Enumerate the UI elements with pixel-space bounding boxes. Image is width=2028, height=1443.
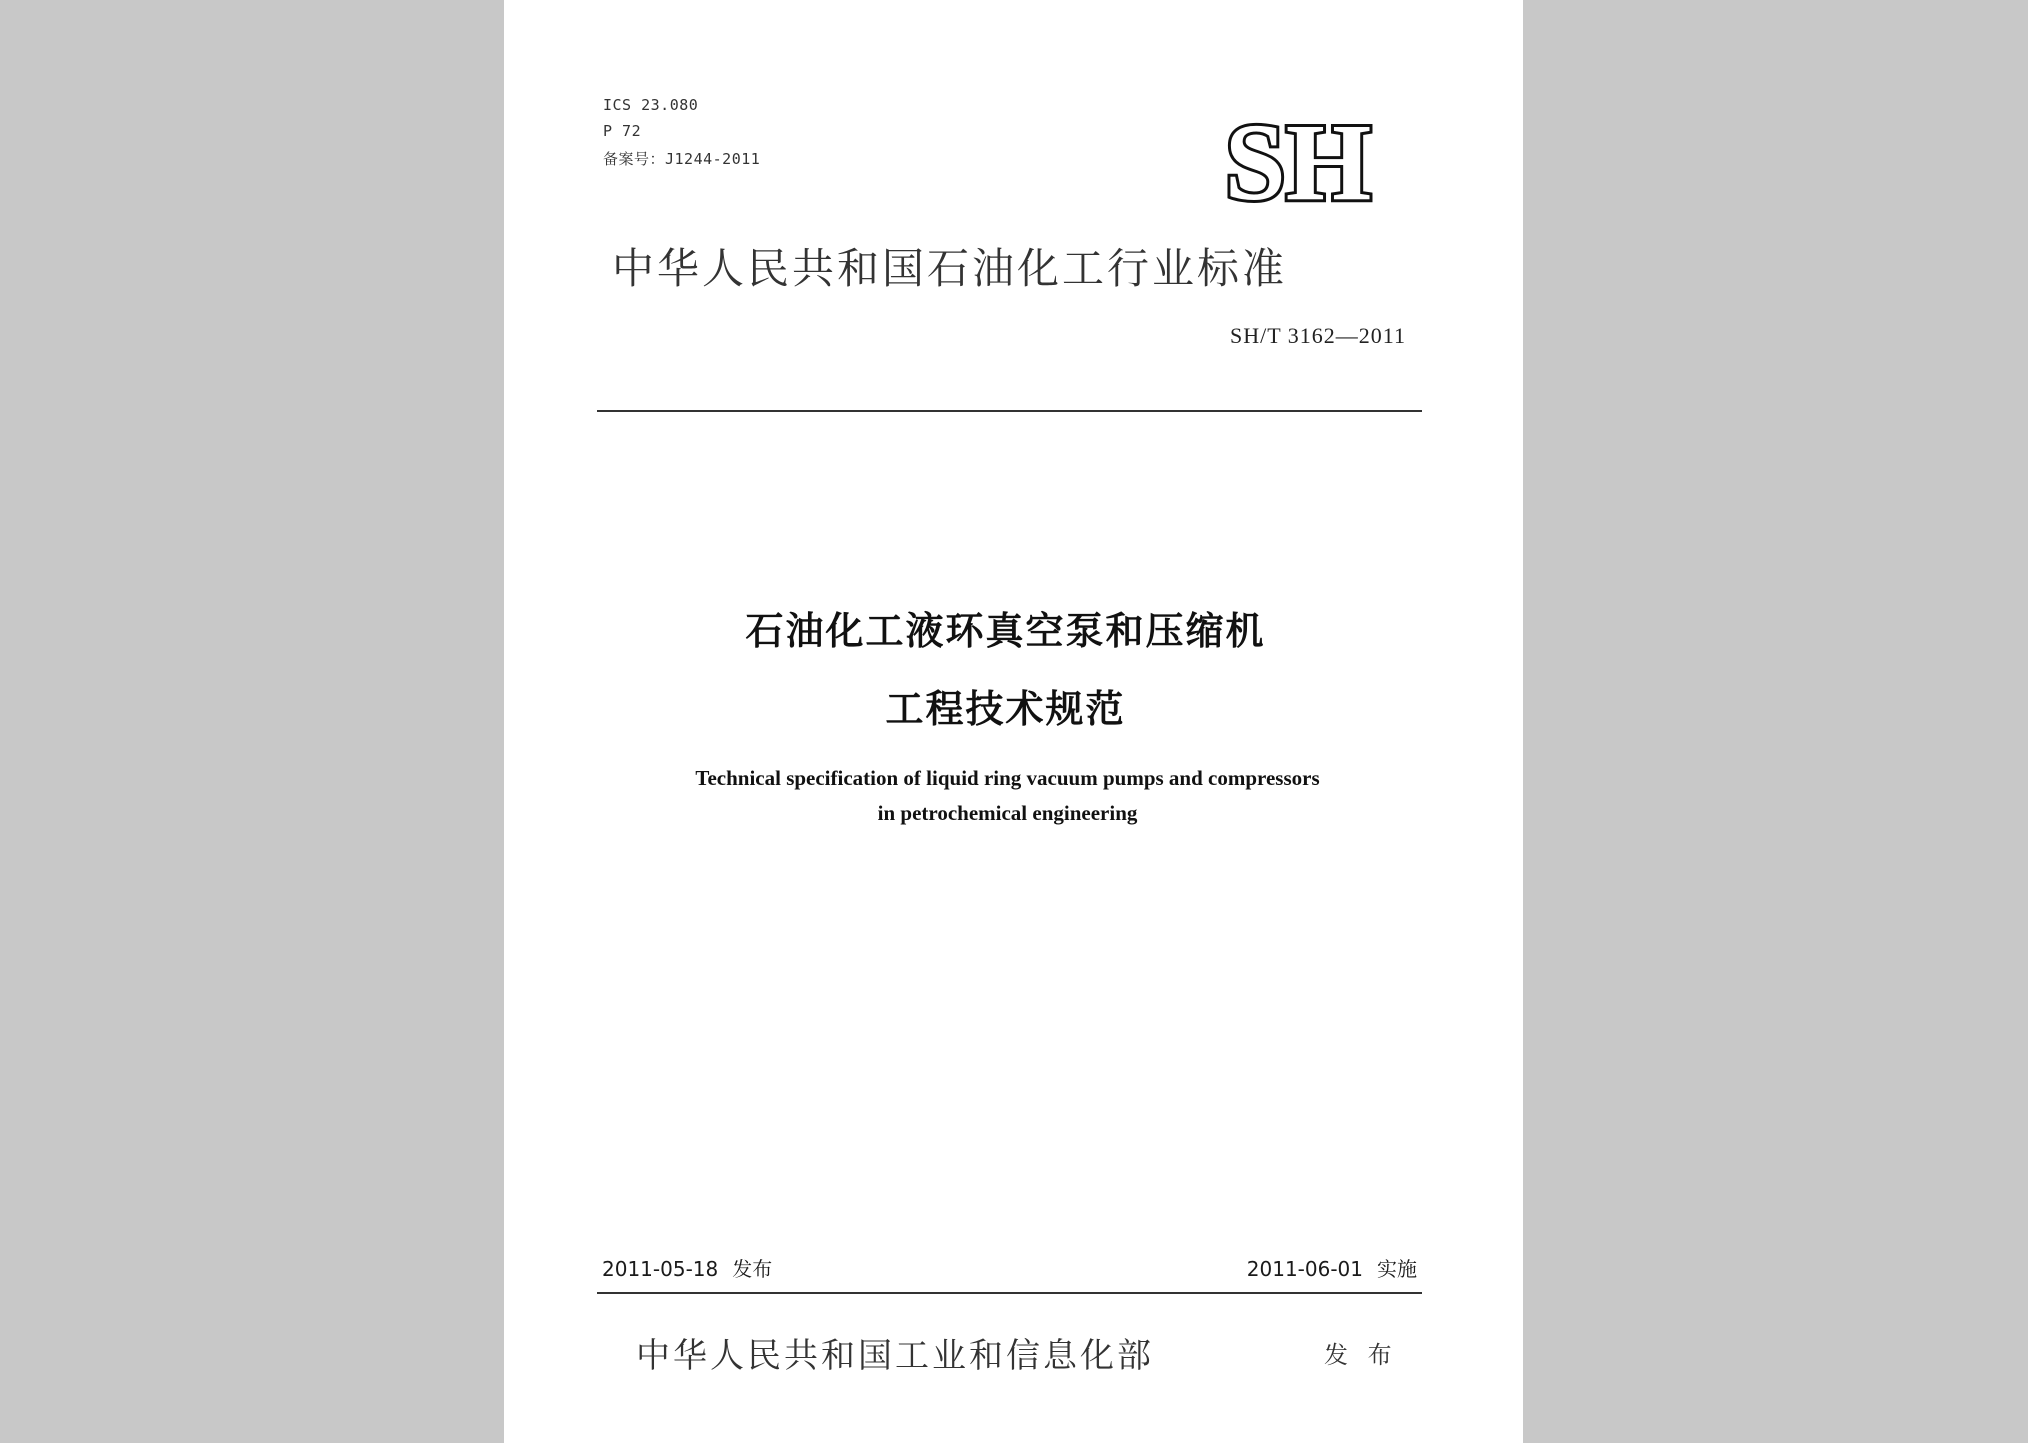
title-cn-line1: 石油化工液环真空泵和压缩机 [745,609,1266,653]
title-cn-line2: 工程技术规范 [885,687,1126,731]
ics-code: ICS 23.080 [603,96,699,114]
sh-logo-text: SH [1224,104,1372,223]
issue-label: 发布 [732,1257,773,1281]
publisher-name: 中华人民共和国工业和信息化部 [636,1336,1154,1376]
classification-code: P 72 [603,122,642,140]
standard-category-name: 中华人民共和国石油化工行业标准 [612,244,1288,293]
implement-label: 实施 [1377,1257,1417,1281]
implement-date-block [1247,1253,1417,1282]
document-page [504,0,1523,1443]
implement-date: 2011-06-01 [1246,1257,1363,1281]
sh-logo [1198,104,1398,224]
publish-label: 发 布 [1324,1341,1398,1369]
issue-date: 2011-05-18 [602,1257,719,1281]
footer-divider [597,1292,1422,1294]
title-en-line2: in petrochemical engineering [877,801,1138,825]
standard-number: SH/T 3162—2011 [1230,323,1406,348]
record-number: 备案号：J1244-2011 [603,150,761,168]
issue-date-block [602,1253,786,1282]
title-en-line1: Technical specification of liquid ring vacuum pumps and compressors [695,766,1320,790]
header-divider [597,410,1422,412]
